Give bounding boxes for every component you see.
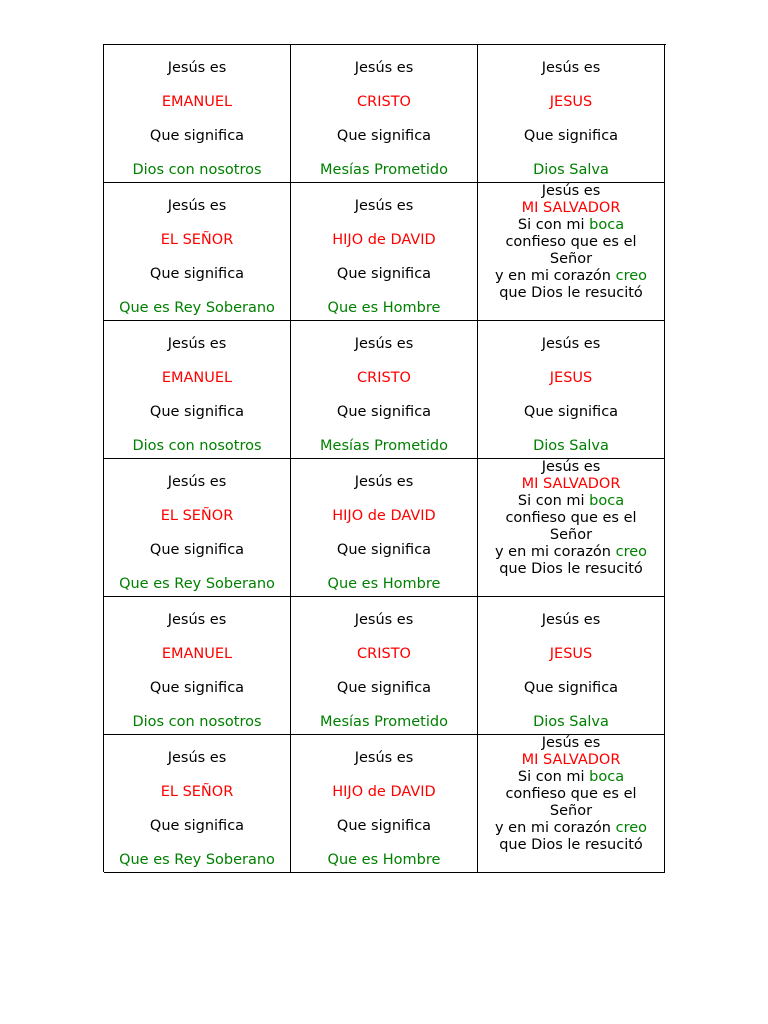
card-emanuel xyxy=(104,321,291,459)
verse-line-5: que Dios le resucitó xyxy=(499,837,643,853)
card-meaning: Dios Salva xyxy=(533,162,609,178)
card-name: CRISTO xyxy=(357,370,411,386)
card-el-senor xyxy=(104,459,291,597)
card-intro: Jesús es xyxy=(167,336,227,352)
verse-line-4 xyxy=(478,268,664,285)
verse-line-2: confieso que es el xyxy=(505,510,637,526)
card-cristo xyxy=(291,597,478,735)
card-connector: Que significa xyxy=(523,128,619,144)
card-intro: Jesús es xyxy=(354,198,414,214)
card-connector: Que significa xyxy=(523,680,619,696)
card-intro: Jesús es xyxy=(354,750,414,766)
card-connector: Que significa xyxy=(149,128,245,144)
card-meaning: Mesías Prometido xyxy=(320,714,448,730)
card-connector: Que significa xyxy=(336,818,432,834)
card-connector: Que significa xyxy=(336,266,432,282)
card-jesus xyxy=(478,321,665,459)
card-connector: Que significa xyxy=(336,128,432,144)
card-name: JESUS xyxy=(549,646,593,662)
card-name: HIJO de DAVID xyxy=(332,784,436,800)
card-meaning: Que es Hombre xyxy=(327,576,441,592)
verse-line-4 xyxy=(478,544,664,561)
card-emanuel xyxy=(104,597,291,735)
card-meaning: Que es Hombre xyxy=(327,300,441,316)
card-connector: Que significa xyxy=(149,266,245,282)
card-connector: Que significa xyxy=(149,818,245,834)
verse-line-2: confieso que es el xyxy=(505,786,637,802)
card-grid xyxy=(103,44,666,872)
card-connector: Que significa xyxy=(523,404,619,420)
card-mi-salvador xyxy=(478,183,665,321)
card-hijo-de-david xyxy=(291,183,478,321)
verse-text: y en mi corazón xyxy=(494,820,616,836)
verse-highlight: boca xyxy=(589,769,625,785)
card-name: JESUS xyxy=(549,94,593,110)
card-intro: Jesús es xyxy=(541,336,601,352)
card-intro: Jesús es xyxy=(354,336,414,352)
card-name: HIJO de DAVID xyxy=(332,508,436,524)
card-connector: Que significa xyxy=(336,542,432,558)
card-name: MI SALVADOR xyxy=(521,752,621,768)
card-name: MI SALVADOR xyxy=(521,476,621,492)
verse-line-1 xyxy=(478,493,664,510)
card-intro: Jesús es xyxy=(167,198,227,214)
card-meaning: Que es Hombre xyxy=(327,852,441,868)
verse-line-3: Señor xyxy=(549,527,593,543)
card-meaning: Que es Rey Soberano xyxy=(119,300,275,316)
card-meaning: Dios con nosotros xyxy=(132,438,262,454)
card-intro: Jesús es xyxy=(541,612,601,628)
card-name: CRISTO xyxy=(357,646,411,662)
card-intro: Jesús es xyxy=(354,474,414,490)
card-name: EMANUEL xyxy=(161,646,233,662)
card-meaning: Que es Rey Soberano xyxy=(119,852,275,868)
card-intro: Jesús es xyxy=(354,612,414,628)
card-name: EMANUEL xyxy=(161,94,233,110)
card-meaning: Mesías Prometido xyxy=(320,438,448,454)
verse-highlight: creo xyxy=(615,544,648,560)
verse-text: Si con mi xyxy=(517,493,590,509)
card-el-senor xyxy=(104,183,291,321)
card-connector: Que significa xyxy=(336,404,432,420)
card-name: CRISTO xyxy=(357,94,411,110)
card-intro: Jesús es xyxy=(541,735,601,751)
card-name: EL SEÑOR xyxy=(160,784,234,800)
card-mi-salvador xyxy=(478,459,665,597)
card-hijo-de-david xyxy=(291,459,478,597)
card-connector: Que significa xyxy=(149,542,245,558)
card-el-senor xyxy=(104,735,291,873)
card-jesus xyxy=(478,45,665,183)
verse-highlight: creo xyxy=(615,268,648,284)
card-intro: Jesús es xyxy=(541,183,601,199)
card-intro: Jesús es xyxy=(167,60,227,76)
verse-line-1 xyxy=(478,769,664,786)
card-intro: Jesús es xyxy=(541,459,601,475)
verse-text: y en mi corazón xyxy=(494,544,616,560)
card-intro: Jesús es xyxy=(167,612,227,628)
card-meaning: Dios Salva xyxy=(533,438,609,454)
verse-line-1 xyxy=(478,217,664,234)
verse-highlight: boca xyxy=(589,217,625,233)
card-cristo xyxy=(291,45,478,183)
verse-text: Si con mi xyxy=(517,769,590,785)
card-intro: Jesús es xyxy=(167,474,227,490)
card-name: JESUS xyxy=(549,370,593,386)
card-intro: Jesús es xyxy=(354,60,414,76)
card-name: HIJO de DAVID xyxy=(332,232,436,248)
verse-line-4 xyxy=(478,820,664,837)
card-emanuel xyxy=(104,45,291,183)
card-meaning: Dios con nosotros xyxy=(132,714,262,730)
card-meaning: Que es Rey Soberano xyxy=(119,576,275,592)
card-meaning: Dios con nosotros xyxy=(132,162,262,178)
card-name: EL SEÑOR xyxy=(160,232,234,248)
card-connector: Que significa xyxy=(149,404,245,420)
verse-line-3: Señor xyxy=(549,803,593,819)
card-mi-salvador xyxy=(478,735,665,873)
card-jesus xyxy=(478,597,665,735)
card-intro: Jesús es xyxy=(167,750,227,766)
verse-line-5: que Dios le resucitó xyxy=(499,285,643,301)
card-cristo xyxy=(291,321,478,459)
card-meaning: Mesías Prometido xyxy=(320,162,448,178)
card-hijo-de-david xyxy=(291,735,478,873)
card-name: EL SEÑOR xyxy=(160,508,234,524)
card-name: MI SALVADOR xyxy=(521,200,621,216)
verse-text: Si con mi xyxy=(517,217,590,233)
card-name: EMANUEL xyxy=(161,370,233,386)
card-connector: Que significa xyxy=(149,680,245,696)
verse-highlight: creo xyxy=(615,820,648,836)
verse-highlight: boca xyxy=(589,493,625,509)
card-meaning: Dios Salva xyxy=(533,714,609,730)
verse-text: y en mi corazón xyxy=(494,268,616,284)
verse-line-2: confieso que es el xyxy=(505,234,637,250)
verse-line-5: que Dios le resucitó xyxy=(499,561,643,577)
verse-line-3: Señor xyxy=(549,251,593,267)
card-connector: Que significa xyxy=(336,680,432,696)
card-intro: Jesús es xyxy=(541,60,601,76)
